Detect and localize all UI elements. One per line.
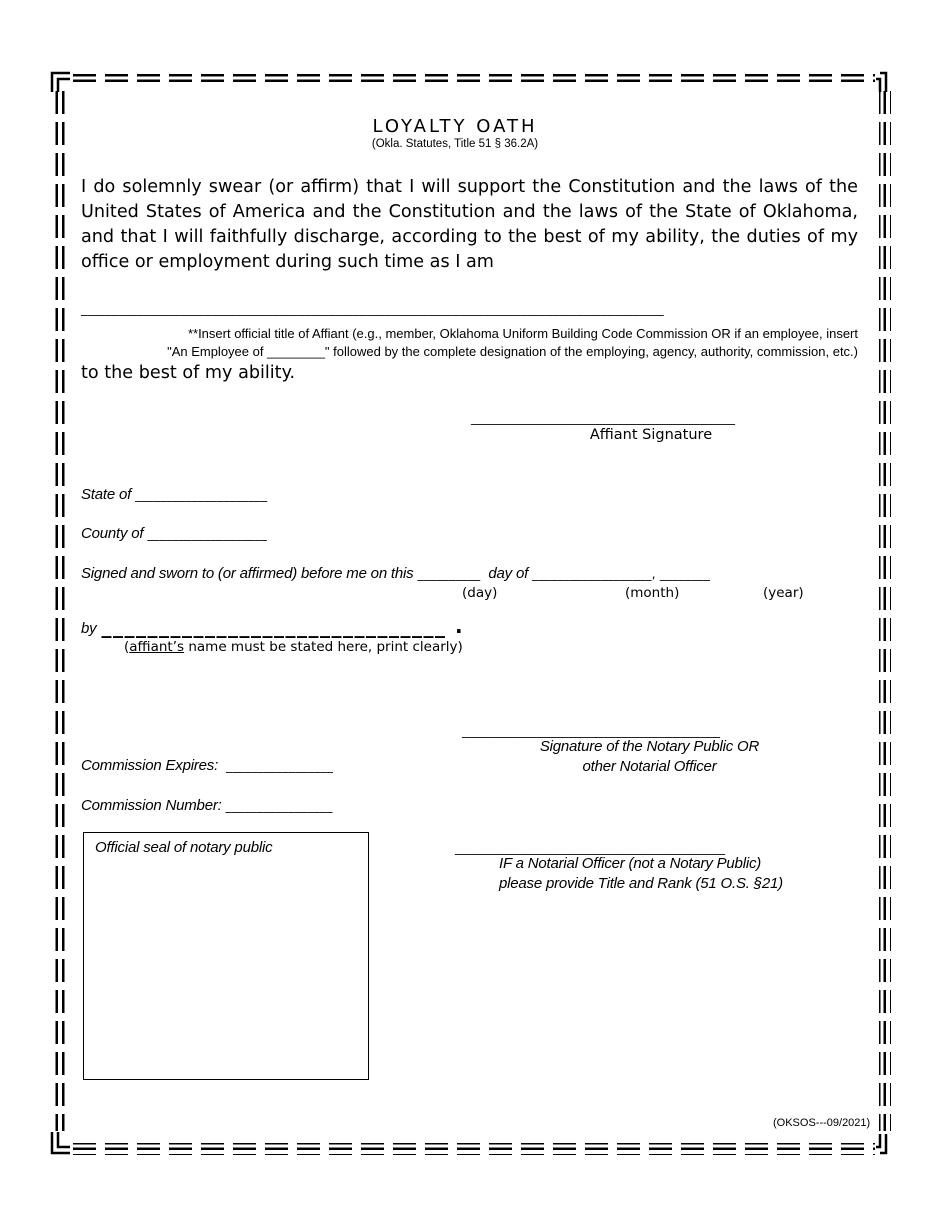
commission-expires-row — [81, 757, 333, 774]
month-blank[interactable]: ___________________, — [532, 567, 656, 581]
affiant-name-blank[interactable]: ______________________________ . — [101, 614, 465, 638]
county-blank[interactable]: ___________________ — [147, 527, 268, 541]
commission-number-blank[interactable]: _________________ — [225, 799, 333, 813]
commission-number-label: Commission Number: — [81, 797, 222, 814]
day-blank[interactable]: __________ — [417, 567, 481, 581]
oath-text: I do solemnly swear (or affirm) that I will support the Constitution and the laws of the United States of America and the Constitution and the laws of the State of Oklahoma, and that I will faithfully discharge, according to the best of my ability, the duties of my office or employment during such time as I am — [81, 177, 858, 272]
title-instruction-line-1: **Insert official title of Affiant (e.g., member, Oklahoma Uniform Building Code Commission OR if an employee, insert — [187, 326, 858, 341]
county-row — [81, 525, 267, 542]
affiant-signature-blank[interactable]: ____________________________________________ — [471, 411, 735, 425]
year-blank[interactable]: ________ — [659, 567, 711, 581]
state-row — [81, 486, 267, 503]
by-row — [81, 614, 464, 638]
affiant-signature-label: Affiant Signature — [589, 427, 713, 443]
notarial-officer-label-1: IF a Notarial Officer (not a Notary Public) — [499, 855, 762, 872]
month-caption: (month) — [625, 585, 680, 601]
by-label: by — [81, 620, 97, 637]
affiant-name-note-open: ( — [124, 639, 130, 655]
affiant-name-note — [124, 639, 463, 655]
state-blank[interactable]: _____________________ — [135, 488, 268, 502]
document-title: LOYALTY OATH — [372, 116, 538, 137]
sworn-row — [81, 565, 710, 582]
affiant-name-note-rest: name must be stated here, print clearly) — [184, 639, 463, 655]
notary-signature-label-1: Signature of the Notary Public OR — [539, 738, 760, 755]
notarial-officer-blank[interactable]: _____________________________________________ — [455, 841, 725, 855]
notary-signature-label-2: other Notarial Officer — [582, 758, 717, 775]
title-instruction-line-2: "An Employee of ________" followed by the complete designation of the employing, agency, authority, commission, etc.) — [167, 344, 858, 359]
notary-signature-blank[interactable]: ___________________________________________ — [462, 724, 720, 738]
commission-expires-blank[interactable]: _________________ — [226, 759, 334, 773]
affiant-term: affiant’s — [129, 639, 185, 655]
notary-seal-box — [83, 832, 369, 1080]
state-label: State of — [81, 486, 132, 503]
day-of-label: day of — [488, 565, 529, 582]
commission-expires-label: Commission Expires: — [81, 757, 219, 774]
commission-number-row — [81, 797, 333, 814]
day-caption: (day) — [462, 585, 498, 601]
notarial-officer-label-2: please provide Title and Rank (51 O.S. §21) — [499, 875, 783, 892]
seal-label: Official seal of notary public — [95, 839, 273, 856]
county-label: County of — [81, 525, 144, 542]
statute-citation: (Okla. Statutes, Title 51 § 36.2A) — [371, 138, 539, 150]
oath-closing: to the best of my ability. — [81, 363, 296, 383]
official-title-blank[interactable]: ______________________________________________________________________________________________ — [81, 302, 664, 316]
sworn-label: Signed and sworn to (or affirmed) before me on this — [81, 565, 414, 582]
year-caption: (year) — [763, 585, 804, 601]
form-id: (OKSOS---09/2021) — [773, 1117, 871, 1129]
